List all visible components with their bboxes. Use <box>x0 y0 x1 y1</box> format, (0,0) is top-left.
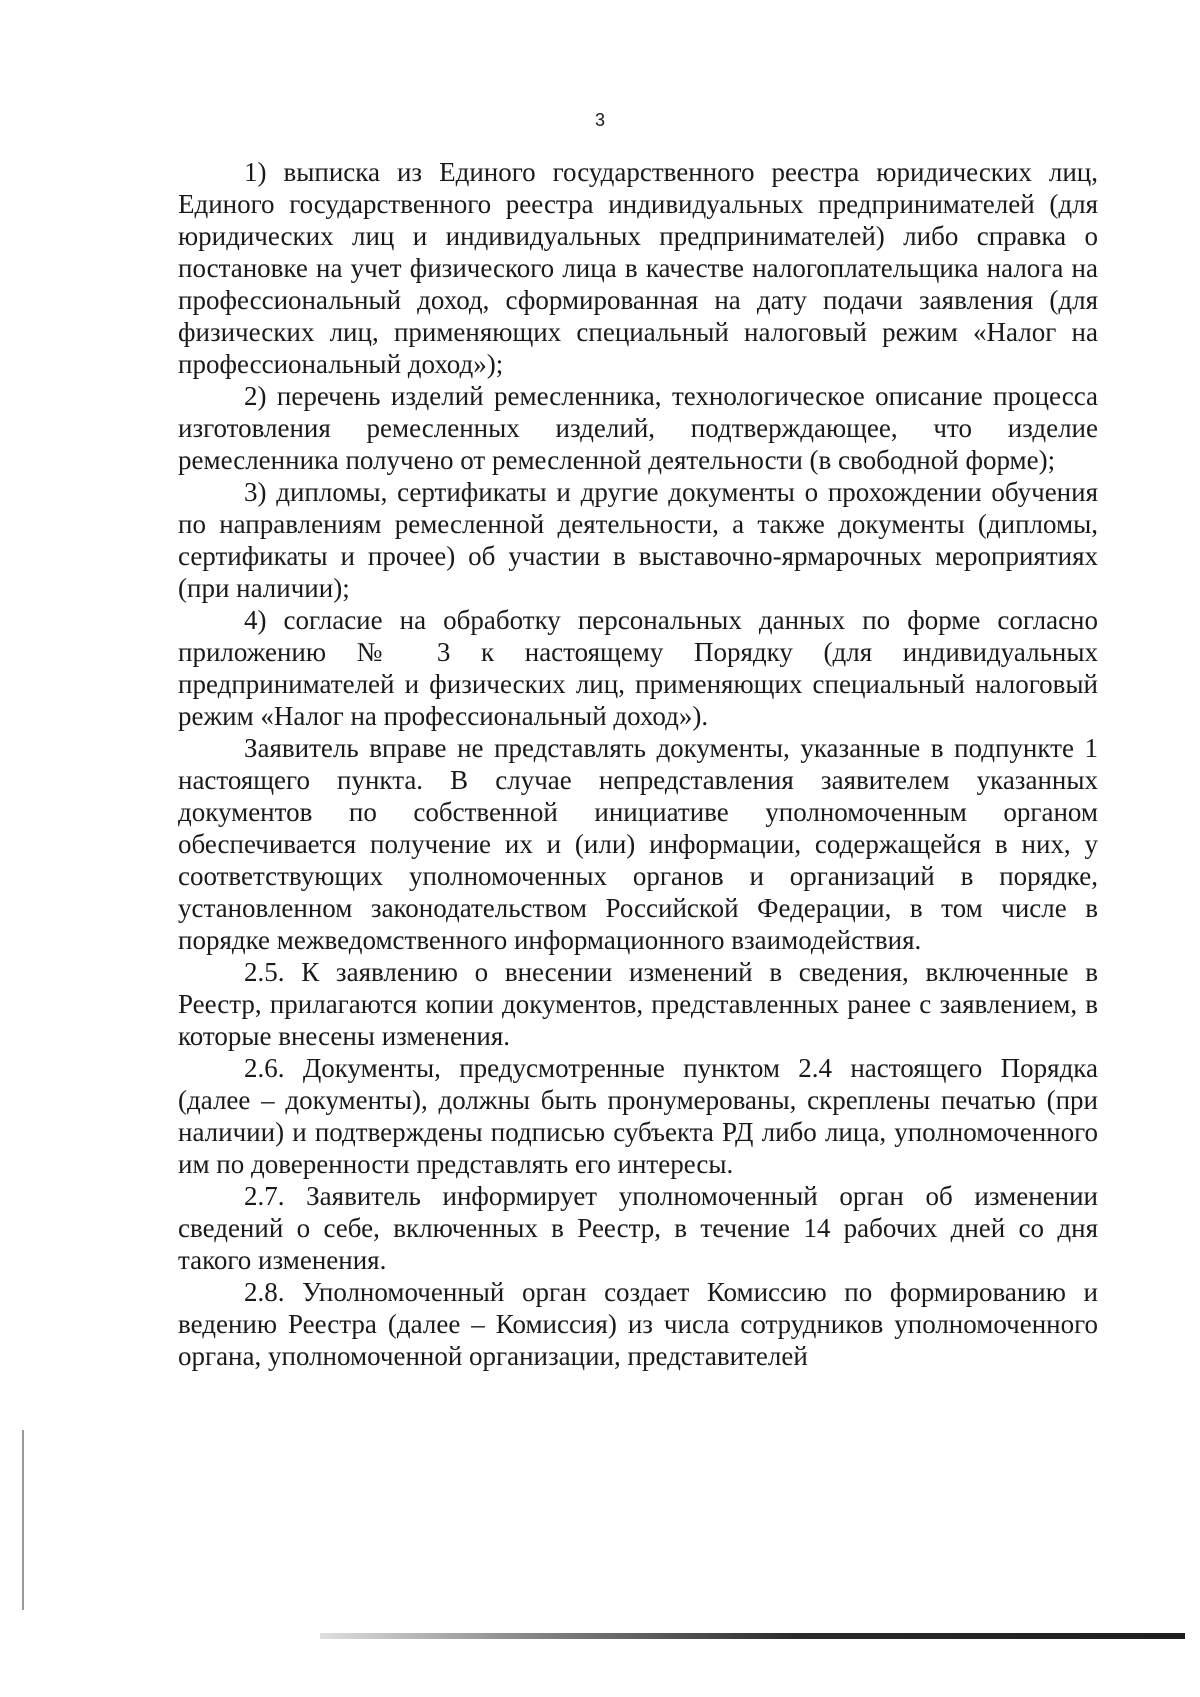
scan-left-edge-line <box>22 1430 24 1610</box>
paragraph-item-1: 1) выписка из Единого государственного реестра юридических лиц, Единого государственного реестра индивидуальных предпринимателей (для юридических лиц и индивидуальных предпринимателей) либо справка о постановке на учет физического лица в качестве налогоплательщика налога на профессиональный доход, сформированная на дату подачи заявления (для физических лиц, применяющих специальный налоговый режим «Налог на профессиональный доход»); <box>178 157 1098 379</box>
paragraph-item-2: 2) перечень изделий ремесленника, технологическое описание процесса изготовления ремесленных изделий, подтверждающее, что изделие ремесленника получено от ремесленной деятельности (в свободной форме); <box>178 381 1098 475</box>
page-number: 3 <box>594 110 605 130</box>
scan-bottom-edge-line <box>320 1633 1185 1639</box>
paragraph-2-7: 2.7. Заявитель информирует уполномоченный орган об изменении сведений о себе, включенных в Реестр, в течение 14 рабочих дней со дня такого изменения. <box>178 1181 1098 1275</box>
paragraph-2-8: 2.8. Уполномоченный орган создает Комиссию по формированию и ведению Реестра (далее – Комиссия) из числа сотрудников уполномоченного органа, уполномоченной организации, представителей <box>178 1277 1098 1371</box>
document-body <box>178 156 1098 1372</box>
paragraph-applicant-right: Заявитель вправе не представлять документы, указанные в подпункте 1 настоящего пункта. В случае непредставления заявителем указанных документов по собственной инициативе уполномоченным органом обеспечивается получение их и (или) информации, содержащейся в них, у соответствующих уполномоченных органов и организаций в порядке, установленном законодательством Российской Федерации, в том числе в порядке межведомственного информационного взаимодействия. <box>178 733 1098 955</box>
paragraph-item-3: 3) дипломы, сертификаты и другие документы о прохождении обучения по направлениям ремесленной деятельности, а также документы (дипломы, сертификаты и прочее) об участии в выставочно-ярмарочных мероприятиях (при наличии); <box>178 477 1098 603</box>
paragraph-2-5: 2.5. К заявлению о внесении изменений в сведения, включенные в Реестр, прилагаются копии документов, представленных ранее с заявлением, в которые внесены изменения. <box>178 957 1098 1051</box>
paragraph-2-6: 2.6. Документы, предусмотренные пунктом 2.4 настоящего Порядка (далее – документы), должны быть пронумерованы, скреплены печатью (при наличии) и подтверждены подписью субъекта РД либо лица, уполномоченного им по доверенности представлять его интересы. <box>178 1053 1098 1179</box>
paragraph-item-4: 4) согласие на обработку персональных данных по форме согласно приложению № 3 к настоящему Порядку (для индивидуальных предпринимателей и физических лиц, применяющих специальный налоговый режим «Налог на профессиональный доход»). <box>178 605 1098 731</box>
